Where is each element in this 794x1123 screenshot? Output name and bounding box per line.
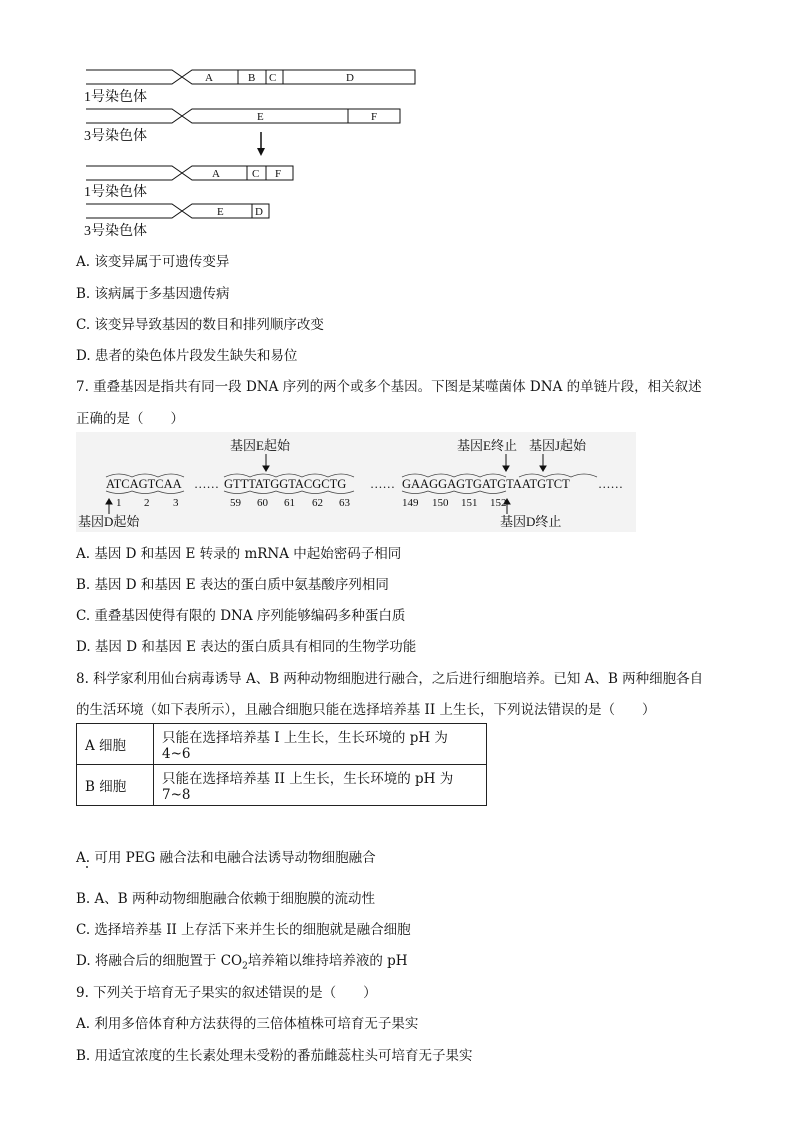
codon-number: 2 bbox=[144, 497, 150, 509]
stray-dot bbox=[86, 866, 88, 868]
segment-c-after: C bbox=[252, 168, 260, 180]
segment-b: B bbox=[248, 72, 256, 84]
q7-option-b: B. 基因 D 和基因 E 表达的蛋白质中氨基酸序列相同 bbox=[76, 577, 389, 593]
q9-stem: 9. 下列关于培育无子果实的叙述错误的是（ ） bbox=[76, 985, 377, 1001]
table-cell: 只能在选择培养基 II 上生长，生长环境的 pH 为 7~8 bbox=[154, 765, 487, 806]
q7-stem-line2: 正确的是（ ） bbox=[76, 411, 184, 427]
q7-stem-line1: 7. 重叠基因是指共有同一段 DNA 序列的两个或多个基因。下图是某噬菌体 DNA 的单链片段，相关叙述 bbox=[76, 379, 702, 395]
seq-dots3: …… bbox=[598, 477, 623, 491]
q8-option-d-suffix: 培养箱以维持培养液的 pH bbox=[247, 953, 408, 969]
q6-option-b: B. 该病属于多基因遗传病 bbox=[76, 286, 230, 302]
table-row bbox=[77, 765, 487, 806]
segment-d: D bbox=[346, 72, 354, 84]
table-cell: B 细胞 bbox=[77, 765, 154, 806]
segment-e-after: E bbox=[217, 206, 224, 218]
segment-d-after: D bbox=[255, 206, 263, 218]
segment-f-after: F bbox=[275, 168, 282, 180]
segment-a: A bbox=[205, 72, 213, 84]
chromosome-figure bbox=[80, 62, 420, 242]
chr1-label-after: 1号染色体 bbox=[84, 185, 147, 200]
overlapping-genes-figure bbox=[76, 432, 636, 532]
codon-number: 151 bbox=[461, 497, 478, 509]
label-gene-e-start: 基因E起始 bbox=[230, 438, 290, 453]
table-cell: 只能在选择培养基 I 上生长，生长环境的 pH 为 4~6 bbox=[154, 724, 487, 765]
codon-number: 149 bbox=[402, 497, 419, 509]
q6-option-d: D. 患者的染色体片段发生缺失和易位 bbox=[76, 348, 298, 364]
codon-number: 62 bbox=[312, 497, 323, 509]
codon-number: 1 bbox=[116, 497, 122, 509]
chr3-label-after: 3号染色体 bbox=[84, 224, 147, 239]
q9-option-b: B. 用适宜浓度的生长素处理未受粉的番茄雌蕊柱头可培育无子果实 bbox=[76, 1048, 473, 1064]
q8-stem-line1: 8. 科学家利用仙台病毒诱导 A、B 两种动物细胞进行融合，之后进行细胞培养。已知 A、B 两种细胞各自 bbox=[76, 671, 704, 687]
q6-option-a: A. 该变异属于可遗传变异 bbox=[76, 254, 230, 270]
q8-option-b: B. A、B 两种动物细胞融合依赖于细胞膜的流动性 bbox=[76, 891, 375, 907]
codon-number: 59 bbox=[230, 497, 241, 509]
q8-option-d bbox=[76, 949, 408, 972]
q6-option-c: C. 该变异导致基因的数目和排列顺序改变 bbox=[76, 317, 324, 333]
seq-part3: GAAGGAGTGATGTAATGTCT bbox=[402, 477, 570, 491]
seq-dots1: …… bbox=[194, 477, 219, 491]
seq-dots2: …… bbox=[370, 477, 395, 491]
codon-number: 63 bbox=[339, 497, 350, 509]
segment-a-after: A bbox=[212, 168, 220, 180]
segment-f: F bbox=[371, 111, 378, 123]
segment-c: C bbox=[269, 72, 277, 84]
segment-e: E bbox=[257, 111, 264, 123]
q8-stem-line2: 的生活环境（如下表所示），且融合细胞只能在选择培养基 II 上生长，下列说法错误的是（ ） bbox=[76, 702, 656, 718]
q9-option-a: A. 利用多倍体育种方法获得的三倍体植株可培育无子果实 bbox=[76, 1016, 419, 1032]
seq-part2: GTTTATGGTACGCTG bbox=[224, 477, 347, 491]
label-gene-j-start: 基因J起始 bbox=[529, 438, 587, 453]
q7-option-d: D. 基因 D 和基因 E 表达的蛋白质具有相同的生物学功能 bbox=[76, 639, 417, 655]
q7-option-c: C. 重叠基因使得有限的 DNA 序列能够编码多种蛋白质 bbox=[76, 608, 406, 624]
co2-subscript: 2 bbox=[242, 961, 248, 972]
q8-option-d-prefix: D. 将融合后的细胞置于 CO bbox=[76, 953, 243, 969]
seq-part1: ATCAGTCAA bbox=[106, 477, 182, 491]
codon-number: 61 bbox=[284, 497, 295, 509]
table-row bbox=[77, 724, 487, 765]
table-cell: A 细胞 bbox=[77, 724, 154, 765]
cell-environment-table bbox=[76, 723, 487, 806]
q8-option-c: C. 选择培养基 II 上存活下来并生长的细胞就是融合细胞 bbox=[76, 922, 411, 938]
q7-option-a: A. 基因 D 和基因 E 转录的 mRNA 中起始密码子相同 bbox=[76, 546, 402, 562]
label-gene-d-end: 基因D终止 bbox=[500, 514, 562, 529]
codon-number: 152 bbox=[490, 497, 507, 509]
label-gene-e-end: 基因E终止 bbox=[457, 438, 517, 453]
q8-option-a: A. 可用 PEG 融合法和电融合法诱导动物细胞融合 bbox=[76, 850, 376, 866]
label-gene-d-start: 基因D起始 bbox=[78, 514, 140, 529]
codon-number: 3 bbox=[173, 497, 179, 509]
codon-number: 60 bbox=[257, 497, 268, 509]
codon-number: 150 bbox=[432, 497, 449, 509]
chr3-label: 3号染色体 bbox=[84, 129, 147, 144]
chr1-label: 1号染色体 bbox=[84, 90, 147, 105]
